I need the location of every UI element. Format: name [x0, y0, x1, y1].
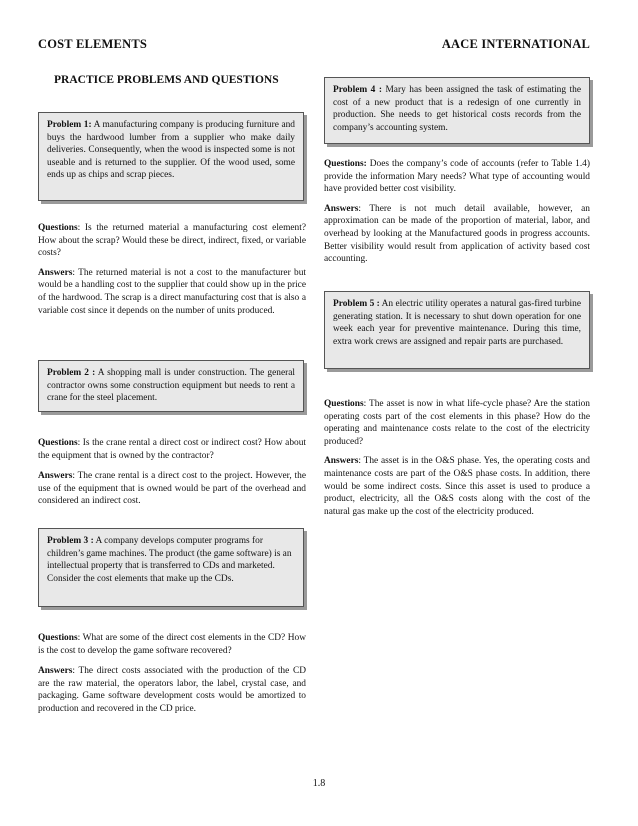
running-header-left: COST ELEMENTS — [38, 37, 148, 51]
problem-4-qa — [324, 158, 590, 266]
problem-5-label: Problem 5 : — [333, 299, 380, 309]
problem-5-qa — [324, 398, 590, 518]
problem-1-box — [38, 112, 304, 201]
problem-3-questions: Questions: What are some of the direct cost elements in the CD? How is the cost to develop the game software recovered? — [38, 633, 306, 656]
problem-1-questions: Questions: Is the returned material a manufacturing cost element? How about the scrap? Would these be direct, indirect, fixed, or variable costs? — [38, 223, 306, 259]
problem-1-label: Problem 1: — [47, 120, 92, 130]
problem-3-qa — [38, 632, 306, 716]
problem-4-text: Mary has been assigned the task of estimating the cost of a new product that is a redesign of one currently in production. She needs to get historical costs records from the company’s accounting system. — [333, 85, 581, 133]
problem-5-questions: Questions: The asset is now in what life-cycle phase? Are the station operating costs part of the cost elements in this phase? How do the operating and maintenance costs relate to the cost of the electricity produced? — [324, 399, 590, 447]
problem-5-answers: Answers: The asset is in the O&S phase. Yes, the operating costs and maintenance costs are part of the O&S phase costs. In addition, there would be some indirect costs. Since this asset is used to produce a product, electricity, all the O&S costs along with the cost of the natural gas make up the cost of the electricity produced. — [324, 456, 590, 517]
problem-1-answers: Answers: The returned material is not a cost to the manufacturer but would be a handling cost to the supplier that could show up in the price of the hardwood. The scrap is a direct manufacturing cost that is also a variable cost since it depends on the number of units produced. — [38, 267, 306, 316]
problem-2-label: Problem 2 : — [47, 368, 96, 378]
problem-4-box — [324, 77, 590, 144]
problem-2-questions: Questions: Is the crane rental a direct cost or indirect cost? How about the equipment that is owned by the contractor? — [38, 438, 306, 461]
problem-4-answers: Answers: There is not much detail available, however, an approximation can be made of the proportion of material, labor, and overhead by looking at the Manufactured goods in progress accounts. Better visibility would result from application of activity based cost accounting. — [324, 203, 590, 265]
problem-2-text: A shopping mall is under construction. The general contractor owns some construction equipment but needs to rent a crane for the steel placement. — [47, 368, 295, 404]
page-number: 1.8 — [312, 778, 326, 789]
problem-3-answers: Answers: The direct costs associated with the production of the CD are the raw material, the operators labor, the label, crystal case, and packaging. Game software development costs would be amortized to production and recovered in the CD price. — [38, 666, 306, 714]
problem-1-qa — [38, 222, 306, 317]
problem-3-label: Problem 3 : — [47, 536, 94, 546]
problem-2-answers: Answers: The crane rental is a direct cost to the project. However, the use of the equipment that is owned would be part of the overhead and considered an indirect cost. — [38, 471, 306, 507]
problem-5-text: An electric utility operates a natural gas-fired turbine generating station. It is necessary to shut down operation for one week each year for preventive maintenance. During this time, extra work crews are assigned and repair parts are purchased. — [333, 299, 581, 347]
problem-5-box — [324, 291, 590, 369]
problem-3-box — [38, 528, 304, 607]
section-title: PRACTICE PROBLEMS AND QUESTIONS — [54, 74, 279, 86]
problem-4-label: Problem 4 : — [333, 85, 382, 95]
running-header-right: AACE INTERNATIONAL — [441, 37, 590, 51]
problem-1-text: A manufacturing company is producing furniture and buys the hardwood lumber from a supplier who make daily deliveries. Consequently, when the wood is inspected some is not useable and is returned to the supplier. Of the wood used, some ends up as chips and scrap pieces. — [47, 120, 295, 181]
problem-2-qa — [38, 437, 306, 508]
problem-3-text: A company develops computer programs for children’s game machines. The product (the game software) is an intellectual property that is transferred to CDs and marketed. Consider the cost elements that make up the CDs. — [47, 536, 292, 584]
problem-4-questions: Questions: Does the company’s code of accounts (refer to Table 1.4) provide the information Mary needs? What type of accounting would have provided better cost visibility. — [324, 159, 590, 195]
problem-2-box — [38, 360, 304, 412]
